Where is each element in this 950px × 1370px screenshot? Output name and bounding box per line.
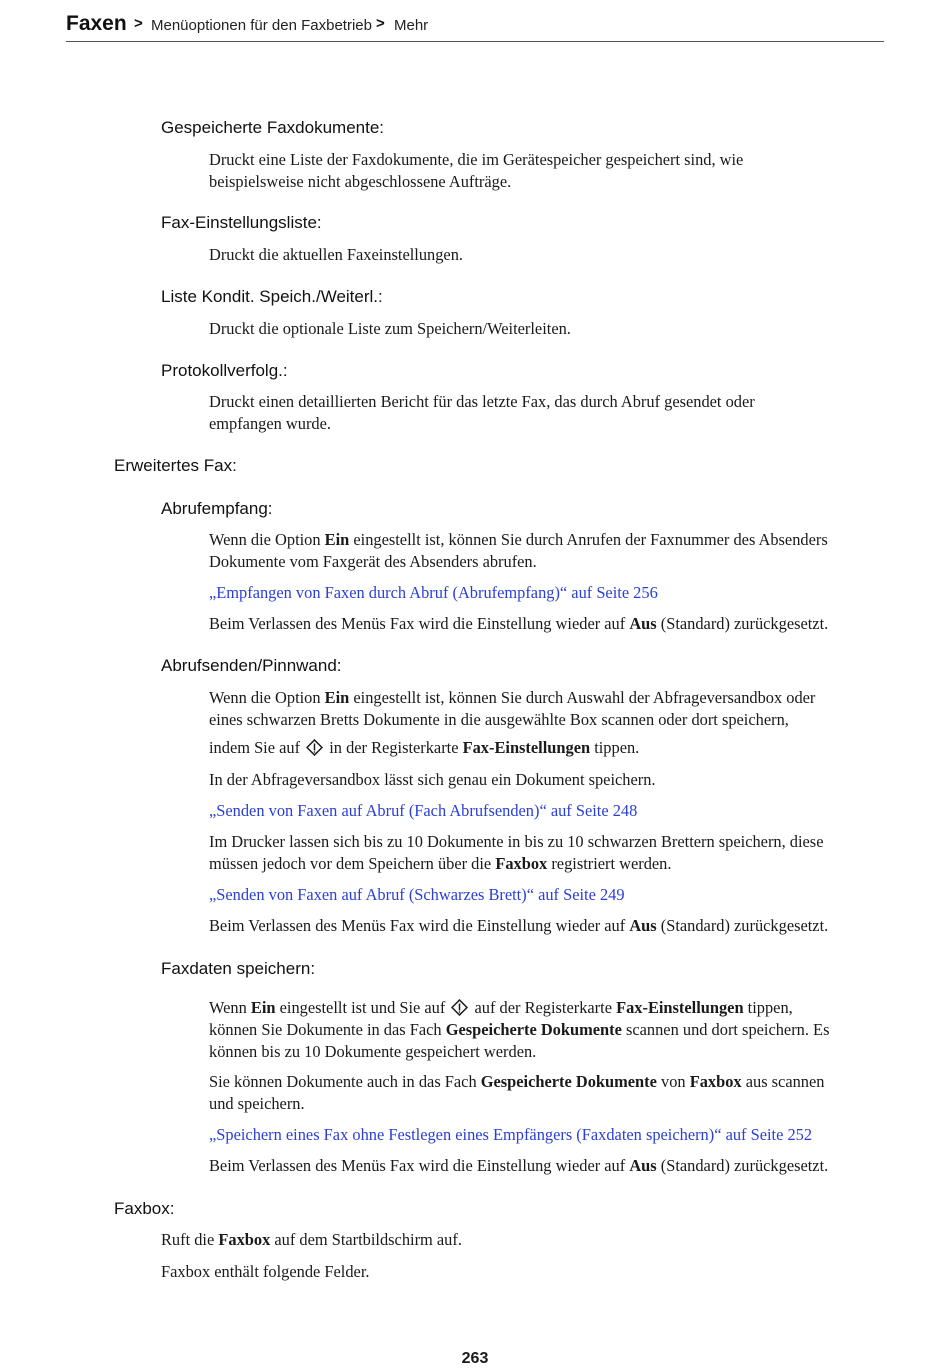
paragraph-text: indem Sie auf in der Registerkarte Fax-Einstellungen tippen. [209,738,640,757]
paragraph-text: Druckt die aktuellen Faxeinstellungen. [209,245,463,264]
breadcrumb-separator: > [376,15,385,32]
paragraph-text: Beim Verlassen des Menüs Fax wird die Einstellung wieder auf Aus (Standard) zurückgesetzt. [209,916,829,935]
start-diamond-icon [451,999,468,1016]
paragraph-text: Ruft die Faxbox auf dem Startbildschirm auf. [161,1230,462,1249]
heading-fax-settings-list: Fax-Einstellungsliste: [161,213,322,232]
paragraph-text: Druckt einen detaillierten Bericht für das letzte Fax, das durch Abruf gesendet oder empfangen wurde. [209,392,755,433]
link-store-fax-data-page[interactable]: „Speichern eines Fax ohne Festlegen eines Empfängers (Faxdaten speichern)“ auf Seite 252 [209,1125,813,1144]
start-diamond-icon [306,739,323,756]
breadcrumb-more: Mehr [394,17,429,34]
heading-polling-send: Abrufsenden/Pinnwand: [161,656,342,675]
link-bulletin-board-page[interactable]: „Senden von Faxen auf Abruf (Schwarzes Brett)“ auf Seite 249 [209,885,625,904]
heading-polling-receive: Abrufempfang: [161,499,273,518]
paragraph-text: Druckt eine Liste der Faxdokumente, die im Gerätespeicher gespeichert sind, wie beispielsweise nicht abgeschlossene Aufträge. [209,150,744,191]
paragraph-text: Im Drucker lassen sich bis zu 10 Dokumente in bis zu 10 schwarzen Brettern speichern, diese müssen jedoch vor dem Speichern über die Faxbox registriert werden. [209,832,824,873]
page-number: 263 [461,1350,489,1367]
page-header [66,10,884,42]
heading-stored-fax-documents: Gespeicherte Faxdokumente: [161,118,385,137]
heading-conditional-list: Liste Kondit. Speich./Weiterl.: [161,287,383,306]
link-polling-receive-page[interactable]: „Empfangen von Faxen durch Abruf (Abrufempfang)“ auf Seite 256 [209,583,658,602]
paragraph-text: Beim Verlassen des Menüs Fax wird die Einstellung wieder auf Aus (Standard) zurückgesetzt. [209,1156,829,1175]
heading-advanced-fax: Erweitertes Fax: [114,456,237,475]
heading-protocol-trace: Protokollverfolg.: [161,361,288,380]
paragraph-text: Sie können Dokumente auch in das Fach Gespeicherte Dokumente von Faxbox aus scannen und speichern. [209,1072,825,1113]
paragraph-text: Wenn die Option Ein eingestellt ist, können Sie durch Auswahl der Abfrageversandbox oder eines schwarzen Bretts Dokumente in die ausgewählte Box scannen oder dort speichern, [209,688,816,729]
heading-faxbox: Faxbox: [114,1199,175,1218]
breadcrumb-separator: > [134,15,143,32]
paragraph-text: Wenn die Option Ein eingestellt ist, können Sie durch Anrufen der Faxnummer des Absenders Dokumente vom Faxgerät des Absenders abrufen. [209,530,828,571]
paragraph-text: Faxbox enthält folgende Felder. [161,1262,370,1281]
paragraph-text: Wenn Ein eingestellt ist und Sie auf auf der Registerkarte Fax-Einstellungen tippen, können Sie Dokumente in das Fach Gespeicherte Dokumente scannen und dort speichern. Es können bis zu 10 Dokumente gespeichert werden. [209,998,830,1061]
link-polling-send-box-page[interactable]: „Senden von Faxen auf Abruf (Fach Abrufsenden)“ auf Seite 248 [209,801,638,820]
header-title: Faxen [66,12,127,35]
paragraph-text: Beim Verlassen des Menüs Fax wird die Einstellung wieder auf Aus (Standard) zurückgesetzt. [209,614,829,633]
heading-store-fax-data: Faxdaten speichern: [161,959,316,978]
paragraph-text: In der Abfrageversandbox lässt sich genau ein Dokument speichern. [209,770,656,789]
paragraph-text: Druckt die optionale Liste zum Speichern/Weiterleiten. [209,319,571,338]
breadcrumb-menu-options: Menüoptionen für den Faxbetrieb [151,17,372,34]
